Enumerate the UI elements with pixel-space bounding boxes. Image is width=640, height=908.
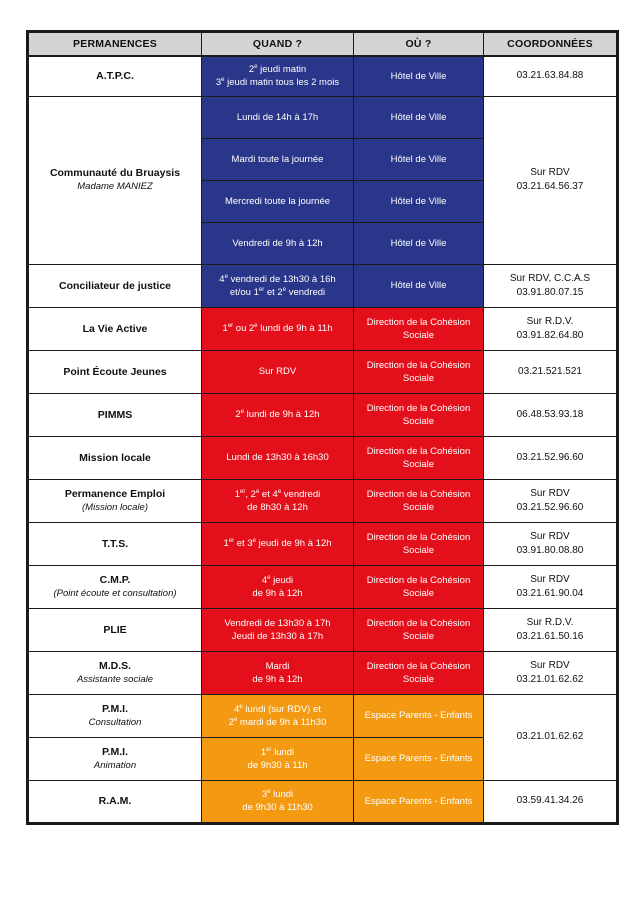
header-row xyxy=(28,32,618,57)
location-cell: Espace Parents - Enfants xyxy=(354,694,484,737)
permanence-name: R.A.M. xyxy=(28,780,202,823)
location-cell: Direction de la Cohésion Sociale xyxy=(354,608,484,651)
location-cell: Espace Parents - Enfants xyxy=(354,780,484,823)
header-coordonnees: COORDONNÉES xyxy=(484,32,618,57)
table-row xyxy=(28,651,618,694)
location-cell: Hôtel de Ville xyxy=(354,264,484,307)
location-cell: Direction de la Cohésion Sociale xyxy=(354,350,484,393)
contact-cell: Sur RDV 03.21.52.96.60 xyxy=(484,479,618,522)
schedule-cell: Vendredi de 13h30 à 17h Jeudi de 13h30 à 17h xyxy=(202,608,354,651)
permanence-name: M.D.S. Assistante sociale xyxy=(28,651,202,694)
schedule-cell: Mardi de 9h à 12h xyxy=(202,651,354,694)
schedule-cell: Lundi de 14h à 17h xyxy=(202,96,354,138)
table-row xyxy=(28,307,618,350)
table-row xyxy=(28,56,618,96)
location-cell: Direction de la Cohésion Sociale xyxy=(354,651,484,694)
contact-cell: Sur RDV 03.21.64.56.37 xyxy=(484,96,618,264)
contact-cell: 03.21.01.62.62 xyxy=(484,694,618,780)
permanence-name: Point Écoute Jeunes xyxy=(28,350,202,393)
schedule-cell: 4e vendredi de 13h30 à 16h et/ou 1er et 2e vendredi xyxy=(202,264,354,307)
table-row xyxy=(28,694,618,737)
contact-cell: 03.21.521.521 xyxy=(484,350,618,393)
schedule-cell: Vendredi de 9h à 12h xyxy=(202,222,354,264)
permanence-name: Conciliateur de justice xyxy=(28,264,202,307)
contact-cell: Sur RDV 03.21.01.62.62 xyxy=(484,651,618,694)
table-row xyxy=(28,780,618,823)
schedule-cell: 4e lundi (sur RDV) et 2e mardi de 9h à 11h30 xyxy=(202,694,354,737)
table-row xyxy=(28,565,618,608)
permanence-name: P.M.I. Animation xyxy=(28,737,202,780)
table-row xyxy=(28,350,618,393)
schedule-cell: 3e lundi de 9h30 à 11h30 xyxy=(202,780,354,823)
schedule-cell: Mercredi toute la journée xyxy=(202,180,354,222)
permanence-name: PIMMS xyxy=(28,393,202,436)
table-row xyxy=(28,96,618,138)
contact-cell: 03.21.63.84.88 xyxy=(484,56,618,96)
schedule-cell: 1er et 3e jeudi de 9h à 12h xyxy=(202,522,354,565)
schedule-cell: 4e jeudi de 9h à 12h xyxy=(202,565,354,608)
permanence-name: La Vie Active xyxy=(28,307,202,350)
permanence-name: PLIE xyxy=(28,608,202,651)
header-permanences: PERMANENCES xyxy=(28,32,202,57)
location-cell: Espace Parents - Enfants xyxy=(354,737,484,780)
table-row xyxy=(28,436,618,479)
schedule-cell: 1er ou 2e lundi de 9h à 11h xyxy=(202,307,354,350)
contact-cell: Sur RDV 03.21.61.90.04 xyxy=(484,565,618,608)
header-ou: OÙ ? xyxy=(354,32,484,57)
contact-cell: 06.48.53.93.18 xyxy=(484,393,618,436)
schedule-cell: 1er, 2e et 4e vendredi de 8h30 à 12h xyxy=(202,479,354,522)
location-cell: Hôtel de Ville xyxy=(354,222,484,264)
contact-cell: 03.21.52.96.60 xyxy=(484,436,618,479)
contact-cell: Sur R.D.V. 03.91.82.64.80 xyxy=(484,307,618,350)
contact-cell: Sur R.D.V. 03.21.61.50.16 xyxy=(484,608,618,651)
permanence-name: Mission locale xyxy=(28,436,202,479)
table-row xyxy=(28,264,618,307)
permanence-name: C.M.P. (Point écoute et consultation) xyxy=(28,565,202,608)
table-row xyxy=(28,522,618,565)
permanence-name: A.T.P.C. xyxy=(28,56,202,96)
permanences-table xyxy=(26,30,619,825)
schedule-cell xyxy=(202,56,354,96)
location-cell: Direction de la Cohésion Sociale xyxy=(354,436,484,479)
location-cell: Direction de la Cohésion Sociale xyxy=(354,479,484,522)
location-cell: Hôtel de Ville xyxy=(354,56,484,96)
contact-cell: Sur RDV, C.C.A.S 03.91.80.07.15 xyxy=(484,264,618,307)
table-row xyxy=(28,608,618,651)
schedule-line: 2e jeudi matin xyxy=(248,64,307,76)
location-cell: Direction de la Cohésion Sociale xyxy=(354,565,484,608)
table-row xyxy=(28,479,618,522)
location-cell: Direction de la Cohésion Sociale xyxy=(354,522,484,565)
schedule-cell: 2e lundi de 9h à 12h xyxy=(202,393,354,436)
header-quand: QUAND ? xyxy=(202,32,354,57)
table-row xyxy=(28,393,618,436)
location-cell: Direction de la Cohésion Sociale xyxy=(354,393,484,436)
contact-cell: Sur RDV 03.91.80.08.80 xyxy=(484,522,618,565)
schedule-cell: Sur RDV xyxy=(202,350,354,393)
location-cell: Hôtel de Ville xyxy=(354,180,484,222)
location-cell: Hôtel de Ville xyxy=(354,138,484,180)
schedule-line: 3e jeudi matin tous les 2 mois xyxy=(215,77,340,89)
contact-cell: 03.59.41.34.26 xyxy=(484,780,618,823)
location-cell: Hôtel de Ville xyxy=(354,96,484,138)
schedule-cell: Mardi toute la journée xyxy=(202,138,354,180)
permanence-name: T.T.S. xyxy=(28,522,202,565)
location-cell: Direction de la Cohésion Sociale xyxy=(354,307,484,350)
permanence-name: P.M.I. Consultation xyxy=(28,694,202,737)
schedule-cell: Lundi de 13h30 à 16h30 xyxy=(202,436,354,479)
schedule-cell: 1er lundi de 9h30 à 11h xyxy=(202,737,354,780)
permanence-name: Communauté du Bruaysis Madame MANIEZ xyxy=(28,96,202,264)
permanence-name: Permanence Emploi (Mission locale) xyxy=(28,479,202,522)
